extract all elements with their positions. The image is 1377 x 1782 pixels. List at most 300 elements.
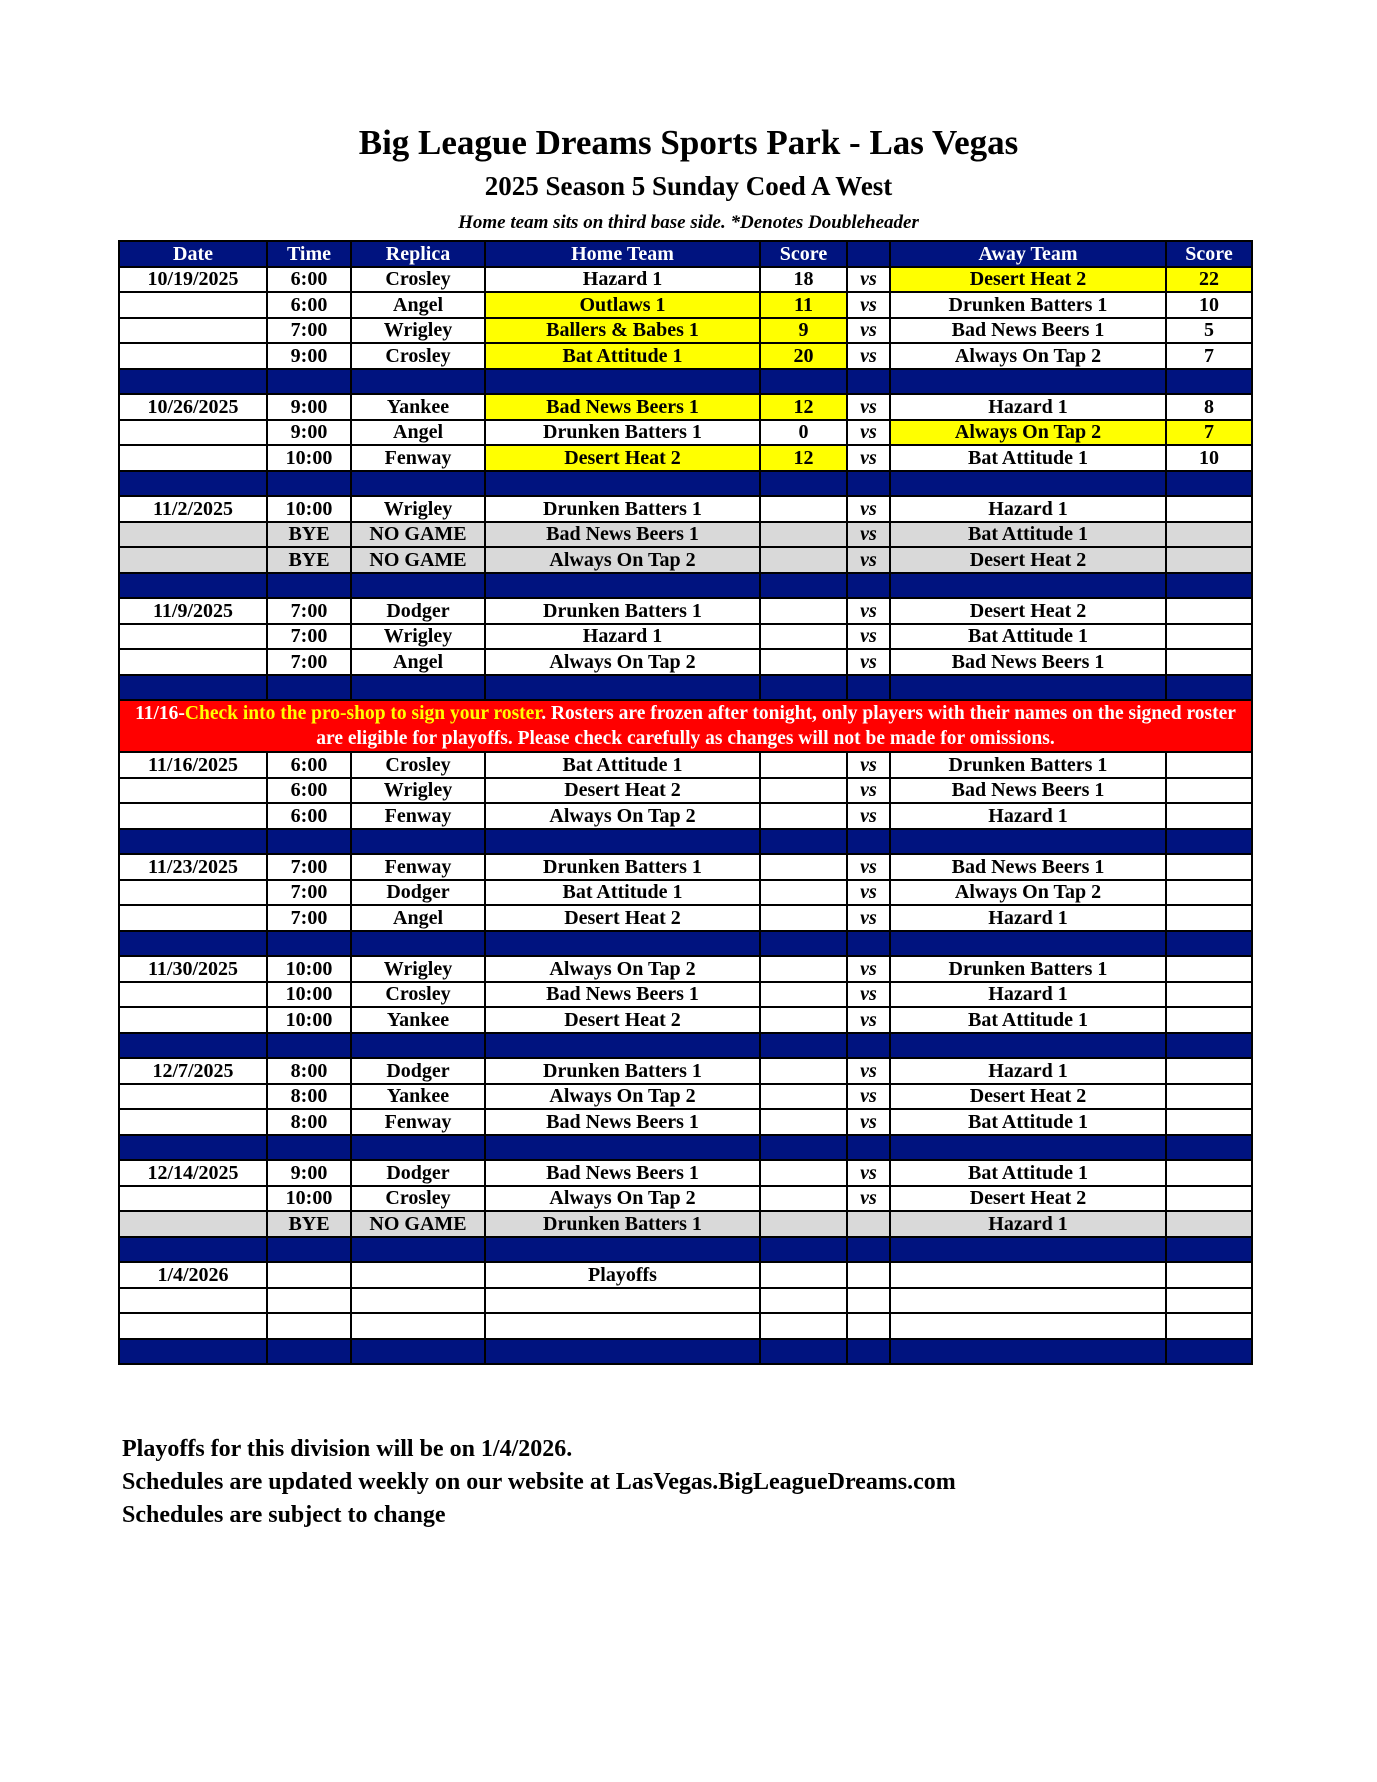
table-row <box>119 778 1252 804</box>
date-cell <box>119 547 267 573</box>
time-cell: 10:00 <box>267 1007 351 1033</box>
home-score-cell <box>760 854 847 880</box>
separator-cell <box>760 1033 847 1059</box>
table-row <box>119 267 1252 293</box>
separator-cell <box>119 1339 267 1365</box>
time-cell: 7:00 <box>267 880 351 906</box>
home-score-cell <box>760 649 847 675</box>
time-cell: 6:00 <box>267 803 351 829</box>
vs-cell: vs <box>847 752 890 778</box>
away-score-cell: 7 <box>1166 343 1252 369</box>
col-header-home-score: Score <box>760 241 847 267</box>
separator-cell <box>351 369 485 395</box>
field-cell <box>351 1313 485 1339</box>
separator-cell <box>847 573 890 599</box>
vs-cell: vs <box>847 778 890 804</box>
separator-cell <box>890 369 1166 395</box>
field-cell <box>351 1262 485 1288</box>
vs-cell: vs <box>847 649 890 675</box>
date-cell <box>119 803 267 829</box>
separator-cell <box>1166 1339 1252 1365</box>
field-cell <box>351 1288 485 1314</box>
home-score-cell <box>760 547 847 573</box>
date-cell: 10/19/2025 <box>119 267 267 293</box>
away-team-cell: Desert Heat 2 <box>890 547 1166 573</box>
away-score-cell <box>1166 1186 1252 1212</box>
home-team-cell: Drunken Batters 1 <box>485 1211 760 1237</box>
separator-cell <box>760 931 847 957</box>
separator-cell <box>847 1033 890 1059</box>
vs-cell: vs <box>847 598 890 624</box>
footer-change-note: Schedules are subject to change <box>122 1502 446 1528</box>
home-team-cell: Always On Tap 2 <box>485 956 760 982</box>
separator-cell <box>890 1135 1166 1161</box>
table-row <box>119 624 1252 650</box>
time-cell: 6:00 <box>267 267 351 293</box>
vs-cell: vs <box>847 1058 890 1084</box>
away-score-cell <box>1166 1211 1252 1237</box>
separator-cell <box>847 829 890 855</box>
vs-cell: vs <box>847 624 890 650</box>
home-score-cell <box>760 752 847 778</box>
away-score-cell <box>1166 1160 1252 1186</box>
vs-cell: vs <box>847 1109 890 1135</box>
date-cell <box>119 292 267 318</box>
away-team-cell: Bad News Beers 1 <box>890 778 1166 804</box>
separator-cell <box>485 675 760 701</box>
separator-cell <box>1166 675 1252 701</box>
date-cell <box>119 1007 267 1033</box>
table-row <box>119 880 1252 906</box>
home-score-cell <box>760 1160 847 1186</box>
separator-cell <box>119 829 267 855</box>
home-score-cell <box>760 956 847 982</box>
home-score-cell <box>760 803 847 829</box>
separator-cell <box>890 1237 1166 1263</box>
away-score-cell <box>1166 1058 1252 1084</box>
table-row <box>119 445 1252 471</box>
field-cell: Dodger <box>351 1160 485 1186</box>
away-team-cell: Bad News Beers 1 <box>890 649 1166 675</box>
schedule-body <box>119 267 1252 1365</box>
table-row <box>119 982 1252 1008</box>
col-header-vs <box>847 241 890 267</box>
table-row <box>119 598 1252 624</box>
vs-cell: vs <box>847 803 890 829</box>
away-team-cell: Always On Tap 2 <box>890 343 1166 369</box>
away-score-cell <box>1166 547 1252 573</box>
time-cell: 10:00 <box>267 496 351 522</box>
away-score-cell <box>1166 1109 1252 1135</box>
vs-cell: vs <box>847 547 890 573</box>
vs-cell: vs <box>847 880 890 906</box>
vs-cell: vs <box>847 1084 890 1110</box>
away-score-cell <box>1166 752 1252 778</box>
away-team-cell: Desert Heat 2 <box>890 267 1166 293</box>
date-cell: 12/14/2025 <box>119 1160 267 1186</box>
date-cell: 11/2/2025 <box>119 496 267 522</box>
alert-rest: . Rosters are frozen after tonight, only players with their names on the signed roster are eligible for playoffs. Please check carefully as changes will not be made for omissions. <box>316 703 1236 749</box>
separator-cell <box>267 1339 351 1365</box>
vs-cell: vs <box>847 267 890 293</box>
away-team-cell: Bat Attitude 1 <box>890 1160 1166 1186</box>
time-cell: 10:00 <box>267 1186 351 1212</box>
field-cell: Crosley <box>351 752 485 778</box>
week-separator <box>119 471 1252 497</box>
table-row <box>119 1186 1252 1212</box>
separator-cell <box>119 931 267 957</box>
table-row <box>119 956 1252 982</box>
vs-cell <box>847 1262 890 1288</box>
table-row <box>119 1313 1252 1339</box>
away-team-cell: Hazard 1 <box>890 1058 1166 1084</box>
home-team-cell: Bad News Beers 1 <box>485 1109 760 1135</box>
home-score-cell <box>760 522 847 548</box>
time-cell: 8:00 <box>267 1109 351 1135</box>
col-header-time: Time <box>267 241 351 267</box>
home-team-cell: Hazard 1 <box>485 267 760 293</box>
separator-cell <box>485 1237 760 1263</box>
away-team-cell: Hazard 1 <box>890 905 1166 931</box>
separator-cell <box>267 471 351 497</box>
separator-cell <box>267 573 351 599</box>
separator-cell <box>267 675 351 701</box>
separator-cell <box>485 573 760 599</box>
separator-cell <box>760 1339 847 1365</box>
home-team-cell: Drunken Batters 1 <box>485 496 760 522</box>
alert-date: 11/16- <box>135 703 185 724</box>
field-cell: Fenway <box>351 445 485 471</box>
field-cell: Dodger <box>351 1058 485 1084</box>
home-team-cell: Drunken Batters 1 <box>485 598 760 624</box>
date-cell: 12/7/2025 <box>119 1058 267 1084</box>
field-cell: Wrigley <box>351 778 485 804</box>
separator-cell <box>760 1135 847 1161</box>
home-team-cell <box>485 1313 760 1339</box>
vs-cell: vs <box>847 854 890 880</box>
week-separator <box>119 1033 1252 1059</box>
separator-cell <box>1166 1237 1252 1263</box>
separator-cell <box>267 1237 351 1263</box>
away-score-cell <box>1166 905 1252 931</box>
home-score-cell <box>760 496 847 522</box>
home-score-cell: 12 <box>760 394 847 420</box>
separator-cell <box>760 573 847 599</box>
away-score-cell: 5 <box>1166 318 1252 344</box>
away-team-cell: Bat Attitude 1 <box>890 1007 1166 1033</box>
schedule-table <box>118 240 1253 1365</box>
table-row <box>119 1211 1252 1237</box>
away-score-cell <box>1166 880 1252 906</box>
home-team-cell: Drunken Batters 1 <box>485 1058 760 1084</box>
field-cell: Crosley <box>351 343 485 369</box>
table-row <box>119 1288 1252 1314</box>
field-cell: Fenway <box>351 854 485 880</box>
table-row <box>119 394 1252 420</box>
time-cell: BYE <box>267 1211 351 1237</box>
separator-cell <box>760 369 847 395</box>
separator-cell <box>1166 369 1252 395</box>
separator-cell <box>1166 573 1252 599</box>
field-cell: Wrigley <box>351 318 485 344</box>
separator-cell <box>119 1135 267 1161</box>
col-header-date: Date <box>119 241 267 267</box>
date-cell <box>119 522 267 548</box>
separator-cell <box>847 369 890 395</box>
home-score-cell <box>760 1313 847 1339</box>
time-cell <box>267 1288 351 1314</box>
separator-cell <box>485 1033 760 1059</box>
away-score-cell: 8 <box>1166 394 1252 420</box>
date-cell <box>119 420 267 446</box>
time-cell: 10:00 <box>267 982 351 1008</box>
separator-cell <box>351 675 485 701</box>
week-separator <box>119 1237 1252 1263</box>
field-cell: Wrigley <box>351 624 485 650</box>
date-cell <box>119 343 267 369</box>
date-cell <box>119 778 267 804</box>
table-row <box>119 905 1252 931</box>
table-row <box>119 496 1252 522</box>
away-team-cell: Bat Attitude 1 <box>890 445 1166 471</box>
time-cell: 7:00 <box>267 854 351 880</box>
table-row <box>119 318 1252 344</box>
home-team-cell: Bat Attitude 1 <box>485 752 760 778</box>
home-team-cell: Drunken Batters 1 <box>485 420 760 446</box>
away-team-cell: Desert Heat 2 <box>890 598 1166 624</box>
field-cell: Angel <box>351 420 485 446</box>
vs-cell: vs <box>847 1186 890 1212</box>
home-score-cell <box>760 598 847 624</box>
separator-cell <box>890 931 1166 957</box>
week-separator <box>119 1135 1252 1161</box>
week-separator <box>119 369 1252 395</box>
date-cell <box>119 982 267 1008</box>
separator-cell <box>760 1237 847 1263</box>
away-score-cell <box>1166 1313 1252 1339</box>
time-cell: 7:00 <box>267 318 351 344</box>
away-team-cell: Bat Attitude 1 <box>890 1109 1166 1135</box>
home-team-cell: Bad News Beers 1 <box>485 522 760 548</box>
away-team-cell: Hazard 1 <box>890 803 1166 829</box>
separator-cell <box>351 1135 485 1161</box>
vs-cell: vs <box>847 1007 890 1033</box>
separator-cell <box>351 1033 485 1059</box>
home-team-cell: Outlaws 1 <box>485 292 760 318</box>
table-row <box>119 522 1252 548</box>
time-cell <box>267 1313 351 1339</box>
home-team-cell: Bat Attitude 1 <box>485 880 760 906</box>
away-score-cell <box>1166 624 1252 650</box>
away-team-cell: Hazard 1 <box>890 496 1166 522</box>
separator-cell <box>1166 829 1252 855</box>
away-team-cell <box>890 1288 1166 1314</box>
field-cell: Fenway <box>351 803 485 829</box>
home-team-cell: Drunken Batters 1 <box>485 854 760 880</box>
away-score-cell <box>1166 522 1252 548</box>
footer-notes <box>122 1433 956 1532</box>
home-score-cell: 0 <box>760 420 847 446</box>
home-score-cell: 11 <box>760 292 847 318</box>
separator-cell <box>485 1135 760 1161</box>
roster-alert-banner <box>119 700 1252 752</box>
table-row <box>119 752 1252 778</box>
home-team-cell: Desert Heat 2 <box>485 445 760 471</box>
page-note: Home team sits on third base side. *Denotes Doubleheader <box>458 212 919 233</box>
field-cell: Yankee <box>351 1007 485 1033</box>
home-score-cell: 12 <box>760 445 847 471</box>
field-cell: NO GAME <box>351 1211 485 1237</box>
home-score-cell <box>760 1186 847 1212</box>
separator-cell <box>119 1237 267 1263</box>
table-row <box>119 1109 1252 1135</box>
separator-cell <box>1166 1135 1252 1161</box>
home-score-cell <box>760 624 847 650</box>
time-cell: 7:00 <box>267 624 351 650</box>
home-score-cell <box>760 1084 847 1110</box>
separator-cell <box>351 471 485 497</box>
separator-cell <box>351 829 485 855</box>
field-cell: Dodger <box>351 598 485 624</box>
home-team-cell: Bad News Beers 1 <box>485 1160 760 1186</box>
separator-cell <box>267 931 351 957</box>
field-cell: Wrigley <box>351 956 485 982</box>
away-score-cell <box>1166 982 1252 1008</box>
time-cell: 6:00 <box>267 752 351 778</box>
separator-cell <box>760 675 847 701</box>
separator-cell <box>485 1339 760 1365</box>
separator-cell <box>847 675 890 701</box>
vs-cell: vs <box>847 496 890 522</box>
separator-cell <box>119 675 267 701</box>
away-score-cell: 10 <box>1166 292 1252 318</box>
col-header-replica: Replica <box>351 241 485 267</box>
separator-cell <box>760 471 847 497</box>
separator-cell <box>119 369 267 395</box>
table-row <box>119 1160 1252 1186</box>
home-score-cell <box>760 1262 847 1288</box>
home-score-cell <box>760 1007 847 1033</box>
home-score-cell <box>760 1288 847 1314</box>
time-cell: 7:00 <box>267 905 351 931</box>
separator-cell <box>485 471 760 497</box>
away-team-cell: Desert Heat 2 <box>890 1186 1166 1212</box>
vs-cell <box>847 1313 890 1339</box>
home-team-cell: Always On Tap 2 <box>485 1084 760 1110</box>
time-cell: 10:00 <box>267 445 351 471</box>
home-score-cell <box>760 982 847 1008</box>
away-team-cell <box>890 1313 1166 1339</box>
home-team-cell <box>485 1288 760 1314</box>
time-cell: 9:00 <box>267 343 351 369</box>
time-cell: 9:00 <box>267 394 351 420</box>
separator-cell <box>351 931 485 957</box>
separator-cell <box>847 471 890 497</box>
field-cell: Angel <box>351 905 485 931</box>
home-team-cell: Always On Tap 2 <box>485 1186 760 1212</box>
home-team-cell: Always On Tap 2 <box>485 803 760 829</box>
away-score-cell <box>1166 1288 1252 1314</box>
time-cell: 7:00 <box>267 649 351 675</box>
vs-cell: vs <box>847 318 890 344</box>
separator-cell <box>760 829 847 855</box>
away-team-cell: Bad News Beers 1 <box>890 318 1166 344</box>
separator-cell <box>267 1033 351 1059</box>
time-cell: BYE <box>267 547 351 573</box>
home-team-cell: Playoffs <box>485 1262 760 1288</box>
week-separator <box>119 1339 1252 1365</box>
vs-cell: vs <box>847 522 890 548</box>
away-team-cell: Desert Heat 2 <box>890 1084 1166 1110</box>
time-cell <box>267 1262 351 1288</box>
home-team-cell: Bad News Beers 1 <box>485 394 760 420</box>
home-score-cell <box>760 880 847 906</box>
away-team-cell: Bat Attitude 1 <box>890 624 1166 650</box>
date-cell <box>119 880 267 906</box>
date-cell: 11/16/2025 <box>119 752 267 778</box>
away-score-cell: 22 <box>1166 267 1252 293</box>
home-team-cell: Desert Heat 2 <box>485 778 760 804</box>
away-team-cell: Hazard 1 <box>890 1211 1166 1237</box>
away-score-cell <box>1166 598 1252 624</box>
field-cell: Angel <box>351 292 485 318</box>
away-team-cell: Hazard 1 <box>890 982 1166 1008</box>
away-team-cell: Drunken Batters 1 <box>890 956 1166 982</box>
away-team-cell <box>890 1262 1166 1288</box>
field-cell: Dodger <box>351 880 485 906</box>
away-team-cell: Always On Tap 2 <box>890 420 1166 446</box>
separator-cell <box>847 1135 890 1161</box>
away-score-cell <box>1166 854 1252 880</box>
date-cell: 11/9/2025 <box>119 598 267 624</box>
home-score-cell: 20 <box>760 343 847 369</box>
table-row <box>119 649 1252 675</box>
date-cell <box>119 1109 267 1135</box>
page-title: Big League Dreams Sports Park - Las Vegas <box>358 123 1019 162</box>
away-score-cell <box>1166 1262 1252 1288</box>
alert-highlight: Check into the pro-shop to sign your roster <box>184 703 542 724</box>
table-row <box>119 1262 1252 1288</box>
home-score-cell <box>760 778 847 804</box>
date-cell <box>119 445 267 471</box>
vs-cell: vs <box>847 982 890 1008</box>
week-separator <box>119 675 1252 701</box>
week-separator <box>119 931 1252 957</box>
vs-cell: vs <box>847 420 890 446</box>
separator-cell <box>890 829 1166 855</box>
separator-cell <box>351 573 485 599</box>
vs-cell: vs <box>847 445 890 471</box>
separator-cell <box>351 1237 485 1263</box>
table-row <box>119 420 1252 446</box>
date-cell <box>119 1186 267 1212</box>
home-score-cell <box>760 905 847 931</box>
field-cell: Yankee <box>351 394 485 420</box>
table-row <box>119 1058 1252 1084</box>
field-cell: NO GAME <box>351 522 485 548</box>
col-header-home-team: Home Team <box>485 241 760 267</box>
separator-cell <box>485 931 760 957</box>
vs-cell: vs <box>847 905 890 931</box>
separator-cell <box>267 369 351 395</box>
separator-cell <box>1166 471 1252 497</box>
away-score-cell: 10 <box>1166 445 1252 471</box>
separator-cell <box>119 471 267 497</box>
separator-cell <box>890 1339 1166 1365</box>
away-team-cell: Bad News Beers 1 <box>890 854 1166 880</box>
time-cell: 9:00 <box>267 420 351 446</box>
separator-cell <box>847 931 890 957</box>
